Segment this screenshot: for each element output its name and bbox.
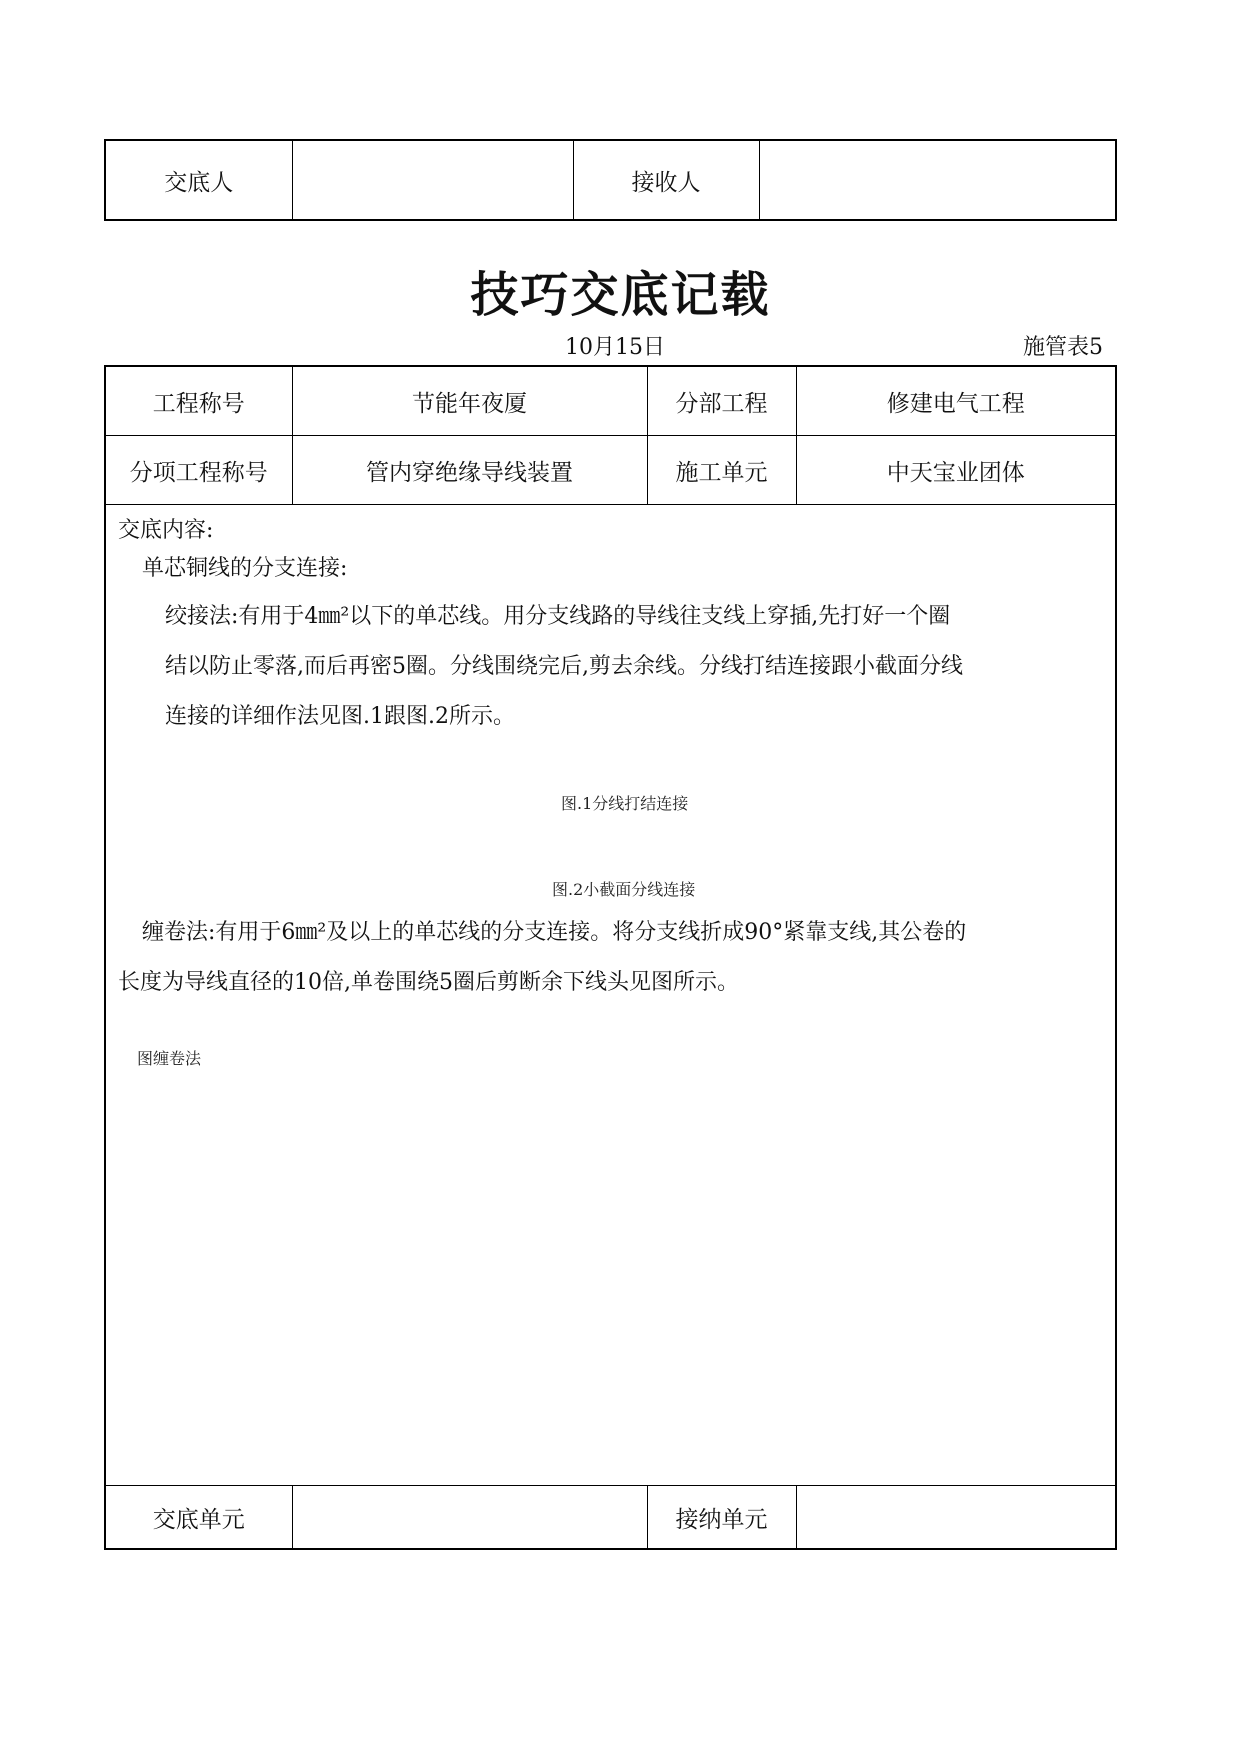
figure2-caption: 图.2小截面分线连接 [552, 880, 696, 899]
document-date: 10月15日 [565, 335, 665, 360]
contractor: 中天宝业团体 [796, 436, 1116, 505]
giver-value [292, 140, 573, 220]
para1-line2: 结以防止零落,而后再密5圈。分线围绕完后,剪去余线。分线打结连接跟小截面分线 [165, 654, 963, 679]
content-subheading: 单芯铜线的分支连接: [142, 556, 348, 581]
para2-line2: 长度为导线直径的10倍,单卷围绕5圈后剪断余下线头见图所示。 [118, 970, 739, 995]
subitem-label: 分项工程称号 [105, 436, 292, 505]
para1-line3: 连接的详细作法见图.1跟图.2所示。 [165, 704, 515, 729]
receiver-unit [796, 1486, 1116, 1550]
project-name-label: 工程称号 [105, 366, 292, 436]
receiver-value [759, 140, 1116, 220]
giver-unit [292, 1486, 647, 1550]
form-code: 施管表5 [1023, 335, 1103, 360]
giver-label: 交底人 [105, 140, 292, 220]
figure1-caption: 图.1分线打结连接 [561, 794, 689, 813]
giver-unit-label: 交底单元 [105, 1486, 292, 1550]
para2-line1: 缠卷法:有用于6㎜²及以上的单芯线的分支连接。将分支线折成90°紧靠支线,其公卷的 [142, 920, 967, 945]
contractor-label: 施工单元 [647, 436, 796, 505]
project-name: 节能年夜厦 [292, 366, 647, 436]
division-label: 分部工程 [647, 366, 796, 436]
top-signature-table [104, 139, 1117, 221]
para1-line1: 绞接法:有用于4㎜²以下的单芯线。用分支线路的导线往支线上穿插,先打好一个圈 [165, 604, 951, 629]
receiver-label: 接收人 [573, 140, 759, 220]
subitem: 管内穿绝缘导线装置 [292, 436, 647, 505]
record-table [104, 365, 1117, 1550]
receiver-unit-label: 接纳单元 [647, 1486, 796, 1550]
figure3-caption: 图缠卷法 [137, 1049, 202, 1068]
content-cell [105, 505, 1116, 1486]
division: 修建电气工程 [796, 366, 1116, 436]
content-heading: 交底内容: [118, 518, 214, 543]
document-title: 技巧交底记载 [470, 267, 771, 323]
